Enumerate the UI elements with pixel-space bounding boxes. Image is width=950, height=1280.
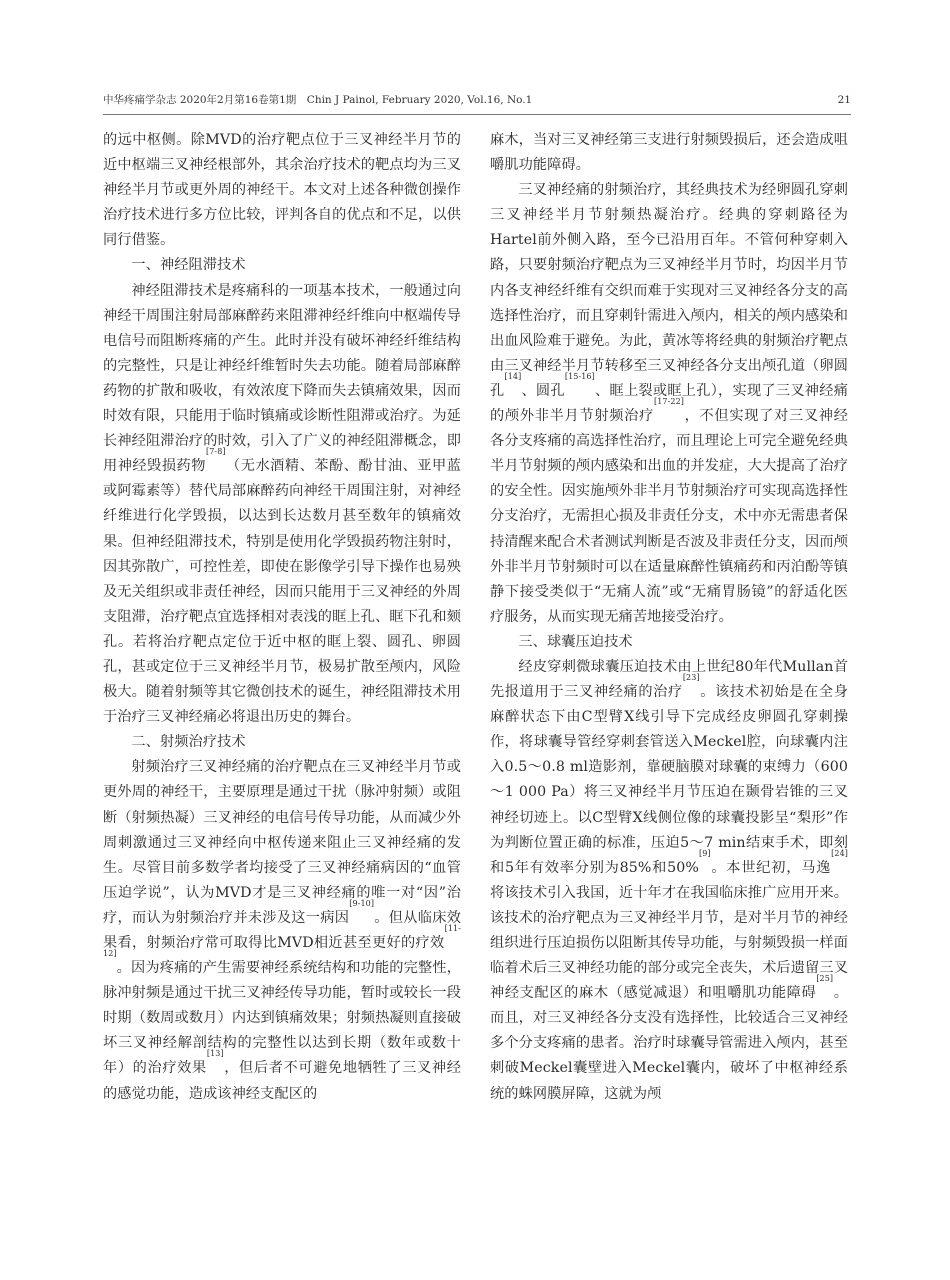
text-run: 经皮穿刺微球囊压迫技术由上世纪80年代Mullan首先报道用于三叉神经痛的治疗 [490, 658, 848, 701]
text-run: 。因为疼痛的产生需要神经系统结构和功能的完整性，脉冲射频是通过干扰三叉神经传导功能，暂时或较长一段时期（数周或数月）内达到镇痛效果；射频热凝则直接破坏三叉神经解剖结构的完整性以达到长期（数年或数十年）的治疗效果 [103, 960, 461, 1077]
citation-ref: [15-16] [564, 371, 595, 381]
text-run: 。该技术初始是在全身麻醉状态下由C型臂X线引导下完成经皮卵圆孔穿刺操作，将球囊导管经穿刺套管送入Meckel腔，向球囊内注入0.5～0.8 ml造影剂，靠硬脑膜对球囊的束缚力（600～1 000 Pa）将三叉神经半月节压迫在颞骨岩锥的三叉神经切迹上。以C型臂X线侧位像的球囊投影呈“梨形”作为判断位置正确的标准，压迫5～7 min结束手术，即刻和5年有效率分别为85%和50% [490, 684, 848, 876]
header-rule [103, 114, 851, 115]
paragraph-intro-end: 的远中枢侧。除MVD的治疗靶点位于三叉神经半月节的近中枢端三叉神经根部外，其余治疗技术的靶点均为三叉神经半月节或更外周的神经干。本文对上述各种微创操作治疗技术进行多方位比较，评判各自的优点和不足，以供同行借鉴。 [103, 132, 461, 249]
citation-ref: [24] [831, 848, 848, 858]
paragraph-nerve-block [103, 279, 461, 731]
citation-ref: [7-8] [205, 447, 226, 457]
left-column [103, 128, 461, 1107]
citation-ref: [11-12] [103, 924, 461, 959]
text-run: 三叉神经痛的射频治疗，其经典技术为经卵圆孔穿刺三叉神经半月节射频热凝治疗。经典的穿刺路径为Hartel前外侧入路，至今已沿用百年。不管何种穿刺入路，只要射频治疗靶点为三叉神经半月节时，均因半月节内各支神经纤维有交织而难于实现对三叉神经各分支的高选择性治疗，而且穿刺针需进入颅内，相关的颅内感染和出血风险难于避免。为此，黄冰等将经典的射频治疗靶点由三叉神经半月节转移至三叉神经各分支出颅孔道（卵圆孔 [490, 182, 848, 399]
text-run: 。本世纪初，马逸 [710, 859, 832, 876]
citation-ref: [14] [504, 371, 522, 381]
text-run: （无水酒精、苯酚、酚甘油、亚甲蓝或阿霉素等）替代局部麻醉药向神经干周围注射，对神经纤维进行化学毁损，以达到长达数月甚至数年的镇痛效果。但神经阻滞技术，特别是使用化学毁损药物注射时，因其弥散广，可控性差，即使在影像学引导下操作也易殃及无关组织或非责任神经，因而只能用于三叉神经的外周支阻滞，治疗靶点宜选择相对表浅的眶上孔、眶下孔和颏孔。若将治疗靶点定位于近中枢的眶上裂、圆孔、卵圆孔，甚或定位于三叉神经半月节，极易扩散至颅内，风险极大。随着射频等其它微创技术的诞生，神经阻滞技术用于治疗三叉神经痛必将退出历史的舞台。 [103, 458, 461, 726]
citation-ref: [17-22] [653, 397, 684, 407]
text-run: 。但从临床效果看，射频治疗常可取得比MVD相近甚至更好的疗效 [103, 909, 461, 951]
text-run: 将该技术引入我国，近十年才在我国临床推广应用开来。该技术的治疗靶点为三叉神经半月节，是对半月节的神经组织进行压迫损伤以阻断其传导功能，与射频毁损一样面临着术后三叉神经功能的部分或完全丧失，术后遗留三叉神经支配区的麻木（感觉减退）和咀嚼肌功能障碍 [490, 884, 848, 1002]
text-run: 射频治疗三叉神经痛的治疗靶点在三叉神经半月节或更外周的神经干，主要原理是通过干扰（脉冲射频）或阻断（射频热凝）三叉神经的电信号传导功能，从而减少外周刺激通过三叉神经向中枢传递来阻止三叉神经痛的发生。尽管目前多数学者均接受了三叉神经痛病因的“血管压迫学说”，认为MVD才是三叉神经痛的唯一对“因”治疗，而认为射频治疗并未涉及这一病因 [103, 759, 461, 926]
citation-ref: [9-10] [349, 898, 375, 908]
citation-ref: [9] [699, 848, 711, 858]
text-run: 、眶上裂或眶上孔），实现了三叉神经痛的颅外非半月节射频治疗 [490, 382, 848, 425]
paragraph-radiofrequency-classic [490, 178, 848, 630]
section-heading-nerve-block: 一、神经阻滞技术 [131, 257, 246, 274]
section-heading-radiofrequency: 二、射频治疗技术 [131, 734, 246, 751]
page-number: 21 [837, 94, 851, 106]
text-run: 神经阻滞技术是疼痛科的一项基本技术，一般通过向神经干周围注射局部麻醉药来阻滞神经纤维向中枢端传导电信号而阻断疼痛的产生。此时并没有破坏神经纤维结构的完整性，只是让神经纤维暂时失去功能。随着局部麻醉药物的扩散和吸收，有效浓度下降而失去镇痛效果，因而时效有限，只能用于临时镇痛或诊断性阻滞或治疗。为延长神经阻滞治疗的时效，引入了广义的神经阻滞概念，即用神经毁损药物 [103, 282, 461, 475]
citation-ref: [25] [816, 974, 834, 984]
journal-citation: 中华疼痛学杂志 2020年2月第16卷第1期 Chin J Painol, February 2020, Vol.16, No.1 [103, 94, 533, 106]
section-heading-balloon: 三、球囊压迫技术 [518, 633, 633, 650]
paragraph-radiofrequency-cont: 麻木，当对三叉神经第三支进行射频毁损后，还会造成咀嚼肌功能障碍。 [490, 132, 848, 174]
citation-ref: [13] [206, 1049, 224, 1059]
text-run: ，但后者不可避免地牺牲了三叉神经的感觉功能，造成该神经支配区的 [103, 1060, 462, 1102]
text-run: 、圆孔 [521, 382, 565, 399]
text-run: 。而且，对三叉神经各分支没有选择性，比较适合三叉神经多个分支疼痛的患者。治疗时球囊导管需进入颅内，甚至刺破Meckel囊壁进入Meckel囊内，破坏了中枢神经系统的蛛网膜屏障，这就为颅 [490, 985, 848, 1102]
text-run: ，不但实现了对三叉神经各分支疼痛的高选择性治疗，而且理论上可完全避免经典半月节射频的颅内感染和出血的并发症，大大提高了治疗的安全性。因实施颅外非半月节射频治疗可实现高选择性分支治疗，无需担心损及非责任分支，术中亦无需患者保持清醒来配合术者测试判断是否波及非责任分支，因而颅外非半月节射频时可以在适量麻醉性镇痛药和丙泊酚等镇静下接受类似于“无痛人流”或“无痛胃肠镜”的舒适化医疗服务，从而实现无痛苦地接受治疗。 [490, 408, 848, 625]
running-header [103, 92, 851, 108]
paragraph-balloon [490, 655, 848, 1107]
citation-ref: [23] [682, 673, 700, 683]
right-column [490, 128, 848, 1107]
paragraph-radiofrequency [103, 755, 461, 1106]
